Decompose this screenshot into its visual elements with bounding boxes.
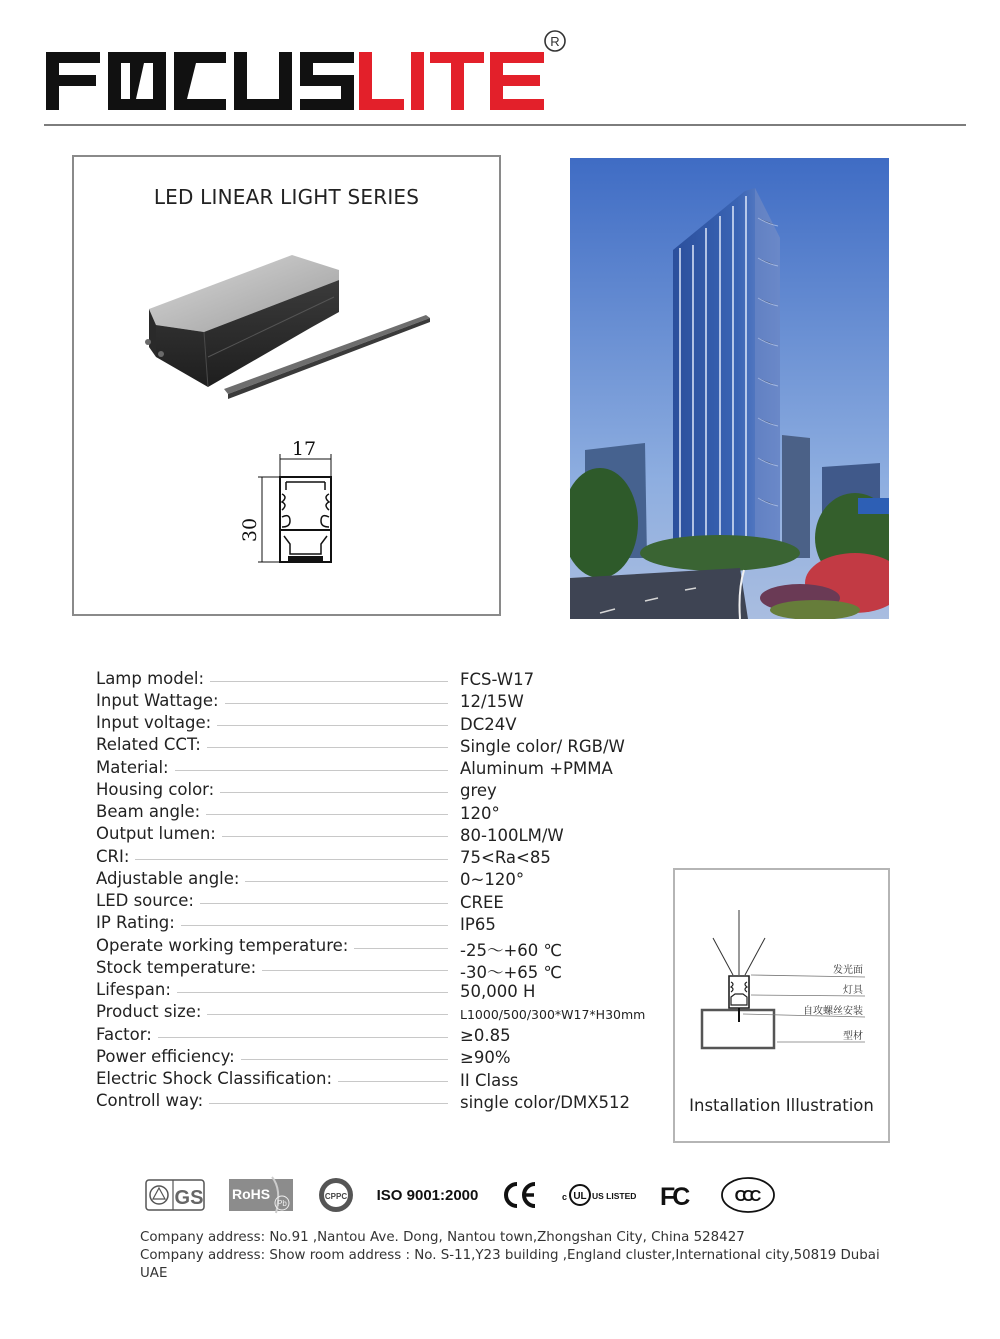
logo-focus-glyphs (46, 52, 354, 110)
svg-text:UL: UL (573, 1191, 587, 1202)
ccc-mark-icon (720, 1170, 776, 1220)
label-self-tapping-screw: 自攻螺丝安装 (803, 1006, 863, 1017)
spec-leader-line (262, 970, 448, 971)
spec-leader-wrap (135, 853, 456, 860)
spec-row (96, 689, 524, 712)
spec-label: Input Wattage: (96, 690, 219, 710)
registered-trademark-icon (545, 31, 565, 51)
spec-label: CRI: (96, 846, 130, 866)
spec-label: Output lumen: (96, 824, 216, 844)
fcc-mark-icon (658, 1170, 698, 1220)
spec-label: Controll way: (96, 1091, 204, 1111)
rohs-mark-icon (228, 1170, 296, 1220)
spec-label: Operate working temperature: (96, 935, 349, 955)
svg-text:c: c (562, 1192, 568, 1202)
spec-row (96, 734, 625, 756)
spec-leader-wrap (200, 897, 456, 904)
spec-value: L1000/500/300*W17*H30mm (460, 1006, 646, 1022)
spec-leader-wrap (158, 1031, 456, 1038)
spec-label: Factor: (96, 1024, 152, 1044)
spec-row (96, 1023, 511, 1045)
spec-value: IP65 (460, 914, 496, 934)
spec-leader-line (181, 925, 448, 926)
spec-leader-line (210, 681, 448, 682)
address-line-dubai: Company address: Show room address : No. S-11,Y23 building ,England cluster,International city,50819 Dubai UAE (140, 1248, 880, 1281)
spec-leader-wrap (220, 786, 456, 793)
spec-row (96, 845, 551, 867)
spec-value: -30～+65 ℃ (460, 963, 563, 983)
spec-row (96, 823, 564, 845)
spec-row (96, 778, 497, 801)
spec-row (96, 979, 536, 1001)
gs-mark-icon (145, 1170, 205, 1220)
spec-leader-wrap (181, 919, 456, 926)
spec-label: Product size: (96, 1002, 202, 1022)
spec-row (96, 756, 613, 778)
spec-leader-wrap (177, 986, 456, 993)
product-panel (72, 155, 501, 616)
spec-row (96, 1001, 646, 1023)
spec-leader-line (177, 992, 448, 993)
spec-value: CREE (460, 892, 504, 912)
ul-listed-mark-icon (560, 1170, 638, 1220)
spec-row (96, 934, 563, 960)
spec-leader-line (222, 836, 448, 837)
spec-leader-wrap (210, 675, 456, 682)
spec-label: LED source: (96, 891, 194, 911)
spec-label: Stock temperature: (96, 957, 257, 977)
spec-leader-wrap (354, 942, 456, 949)
spec-leader-line (354, 948, 448, 949)
spec-row (96, 956, 563, 983)
spec-leader-wrap (175, 764, 456, 771)
ce-mark-icon (500, 1170, 540, 1220)
installation-caption: Installation Illustration (689, 1096, 874, 1115)
spec-label: Material: (96, 757, 169, 777)
certification-logos (140, 1170, 790, 1220)
spec-leader-wrap (217, 719, 456, 726)
spec-row (96, 890, 504, 912)
spec-row (96, 912, 496, 934)
svg-text:R: R (550, 34, 560, 49)
profile-cross-section-drawing (224, 432, 349, 572)
spec-leader-line (175, 770, 448, 771)
spec-leader-wrap (207, 1008, 456, 1015)
spec-leader-wrap (207, 741, 456, 748)
spec-value: 12/15W (460, 692, 524, 712)
spec-value: DC24V (460, 714, 517, 734)
spec-leader-line (338, 1081, 448, 1082)
installation-panel (673, 868, 890, 1143)
spec-value: ≥0.85 (460, 1026, 511, 1045)
spec-leader-line (206, 814, 448, 815)
spec-value: 0~120° (460, 870, 525, 890)
cppc-mark-icon (316, 1170, 356, 1220)
spec-leader-line (207, 747, 448, 748)
label-profile: 型材 (843, 1031, 863, 1042)
label-emitting-surface: 发光面 (833, 965, 863, 976)
spec-row (96, 1045, 511, 1068)
dimension-width-label: 17 (291, 438, 317, 460)
spec-leader-line (135, 859, 448, 860)
spec-label: Input voltage: (96, 713, 212, 733)
spec-list (96, 667, 666, 1112)
spec-leader-wrap (241, 1053, 456, 1060)
svg-text:RoHS: RoHS (232, 1186, 271, 1202)
spec-value: -25～+60 ℃ (460, 941, 563, 960)
company-addresses (140, 1229, 880, 1283)
svg-text:GS: GS (174, 1187, 204, 1209)
spec-leader-wrap (225, 697, 456, 704)
spec-value: 120° (460, 803, 500, 823)
spec-value: 50,000 H (460, 981, 536, 1001)
spec-value: FCS-W17 (460, 670, 535, 689)
spec-row (96, 801, 500, 823)
spec-label: Housing color: (96, 779, 215, 799)
svg-text:Pb: Pb (277, 1199, 287, 1208)
spec-label: Power efficiency: (96, 1046, 235, 1066)
logo-lite-glyphs (359, 52, 544, 110)
spec-value: II Class (460, 1070, 519, 1090)
svg-text:CCC: CCC (734, 1188, 758, 1205)
brand-logo (44, 30, 574, 116)
spec-leader-line (241, 1059, 448, 1060)
iso-9001-mark: ISO 9001:2000 (376, 1186, 479, 1204)
spec-label: Electric Shock Classification: (96, 1069, 333, 1089)
spec-label: Lamp model: (96, 668, 205, 688)
svg-text:FC: FC (660, 1183, 688, 1210)
spec-row (96, 667, 535, 689)
spec-row (96, 867, 525, 890)
spec-value: single color/DMX512 (460, 1092, 631, 1112)
spec-value: ≥90% (460, 1048, 511, 1068)
spec-leader-wrap (206, 808, 456, 815)
spec-row (96, 1090, 631, 1112)
spec-leader-line (158, 1037, 448, 1038)
spec-label: Related CCT: (96, 735, 201, 755)
svg-text:US LISTED: US LISTED (592, 1191, 637, 1201)
spec-leader-line (245, 881, 448, 882)
spec-leader-wrap (222, 830, 456, 837)
spec-value: grey (460, 781, 497, 801)
spec-leader-line (225, 703, 448, 704)
spec-label: Adjustable angle: (96, 868, 240, 888)
spec-value: Single color/ RGB/W (460, 736, 625, 756)
svg-text:CPPC: CPPC (324, 1192, 348, 1201)
spec-label: IP Rating: (96, 913, 175, 933)
spec-leader-wrap (245, 875, 456, 882)
spec-leader-line (209, 1103, 448, 1104)
spec-label: Beam angle: (96, 802, 201, 822)
spec-leader-wrap (338, 1075, 456, 1082)
spec-row (96, 712, 517, 734)
series-title: LED LINEAR LIGHT SERIES (153, 185, 420, 209)
dimension-height-label: 30 (239, 517, 261, 543)
spec-row (96, 1068, 519, 1090)
spec-value: 75<Ra<85 (460, 848, 551, 867)
header-divider (44, 124, 966, 126)
label-fixture: 灯具 (843, 985, 863, 996)
building-photo (570, 158, 889, 619)
spec-leader-line (207, 1014, 448, 1015)
spec-leader-wrap (262, 964, 456, 971)
spec-label: Lifespan: (96, 980, 171, 1000)
product-photo (134, 237, 454, 407)
installation-drawing (685, 900, 880, 1060)
spec-leader-wrap (209, 1097, 456, 1104)
spec-leader-line (220, 792, 448, 793)
spec-value: 80-100LM/W (460, 825, 564, 845)
spec-leader-line (217, 725, 448, 726)
spec-leader-line (200, 903, 448, 904)
address-line-zhongshan: Company address: No.91 ,Nantou Ave. Dong, Nantou town,Zhongshan City, China 528427 (140, 1230, 745, 1245)
spec-value: Aluminum +PMMA (460, 759, 613, 778)
